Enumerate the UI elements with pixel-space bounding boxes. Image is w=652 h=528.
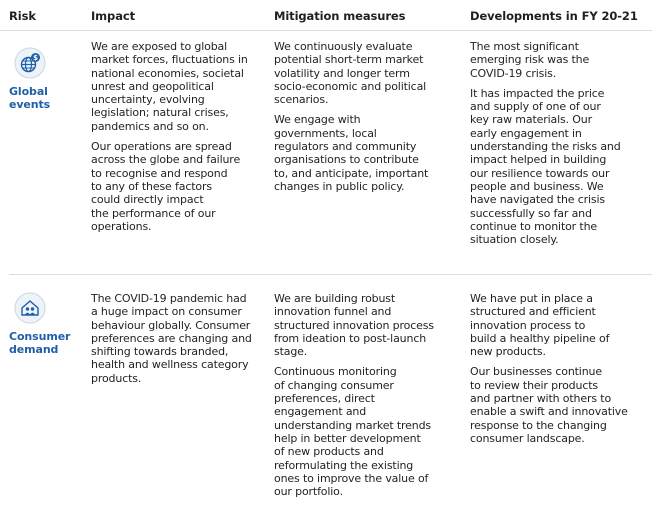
globe-dollar-icon bbox=[14, 47, 46, 79]
impact-cell bbox=[91, 292, 266, 392]
table-header bbox=[0, 0, 652, 30]
impact-paragraph: Our operations are spread across the globe and failure to recognise and respond to any of these factors could directly impact the performance of our operations. bbox=[91, 140, 241, 233]
mitigation-paragraph: We engage with governments, local regulators and community organisations to contribute to, and anticipate, important changes in public policy. bbox=[274, 113, 429, 193]
header-impact: Impact bbox=[91, 9, 135, 23]
developments-cell bbox=[470, 40, 648, 253]
header-risk: Risk bbox=[9, 9, 36, 23]
consumer-home-icon bbox=[14, 292, 46, 324]
table-row bbox=[0, 274, 652, 528]
mitigation-paragraph: Continuous monitoring of changing consumer preferences, direct engagement and understanding market trends help in better development of new products and reformulating the existing ones to improve the value of our portfolio. bbox=[274, 365, 431, 499]
impact-paragraph: We are exposed to global market forces, fluctuations in national economies, societal unrest and geopolitical uncertainty, evolving legislation; natural crises, pandemics and so on. bbox=[91, 40, 248, 133]
impact-cell bbox=[91, 40, 266, 240]
table-row bbox=[0, 30, 652, 274]
header-mitigation: Mitigation measures bbox=[274, 9, 406, 23]
developments-paragraph: The most significant emerging risk was the COVID-19 crisis. bbox=[470, 40, 590, 80]
developments-paragraph: We have put in place a structured and efficient innovation process to build a healthy pipeline of new products. bbox=[470, 292, 610, 359]
mitigation-cell bbox=[274, 40, 460, 200]
impact-paragraph: The COVID-19 pandemic had a huge impact on consumer behaviour globally. Consumer preferences are changing and shifting towards branded, health and wellness category products. bbox=[91, 292, 252, 385]
developments-paragraph: Our businesses continue to review their products and partner with others to enable a swift and innovative response to the changing consumer landscape. bbox=[470, 365, 628, 445]
svg-text:$: $ bbox=[33, 54, 38, 63]
developments-paragraph: It has impacted the price and supply of one of our key raw materials. Our early engagement in understanding the risks and impact helped in building our resilience towards our people and business. We have navigated the crisis successfully so far and continue to monitor the situation closely. bbox=[470, 86, 621, 247]
mitigation-paragraph: We continuously evaluate potential short-term market volatility and longer term socio-economic and political scenarios. bbox=[274, 40, 427, 107]
header-developments: Developments in FY 20-21 bbox=[470, 9, 638, 23]
mitigation-cell bbox=[274, 292, 460, 505]
risk-label: Global events bbox=[9, 85, 51, 111]
risk-cell bbox=[9, 47, 69, 111]
mitigation-paragraph: We are building robust innovation funnel and structured innovation process from ideation to post-launch stage. bbox=[274, 292, 434, 359]
risk-cell bbox=[9, 292, 69, 356]
developments-cell bbox=[470, 292, 648, 452]
risk-label: Consumer demand bbox=[9, 330, 71, 356]
